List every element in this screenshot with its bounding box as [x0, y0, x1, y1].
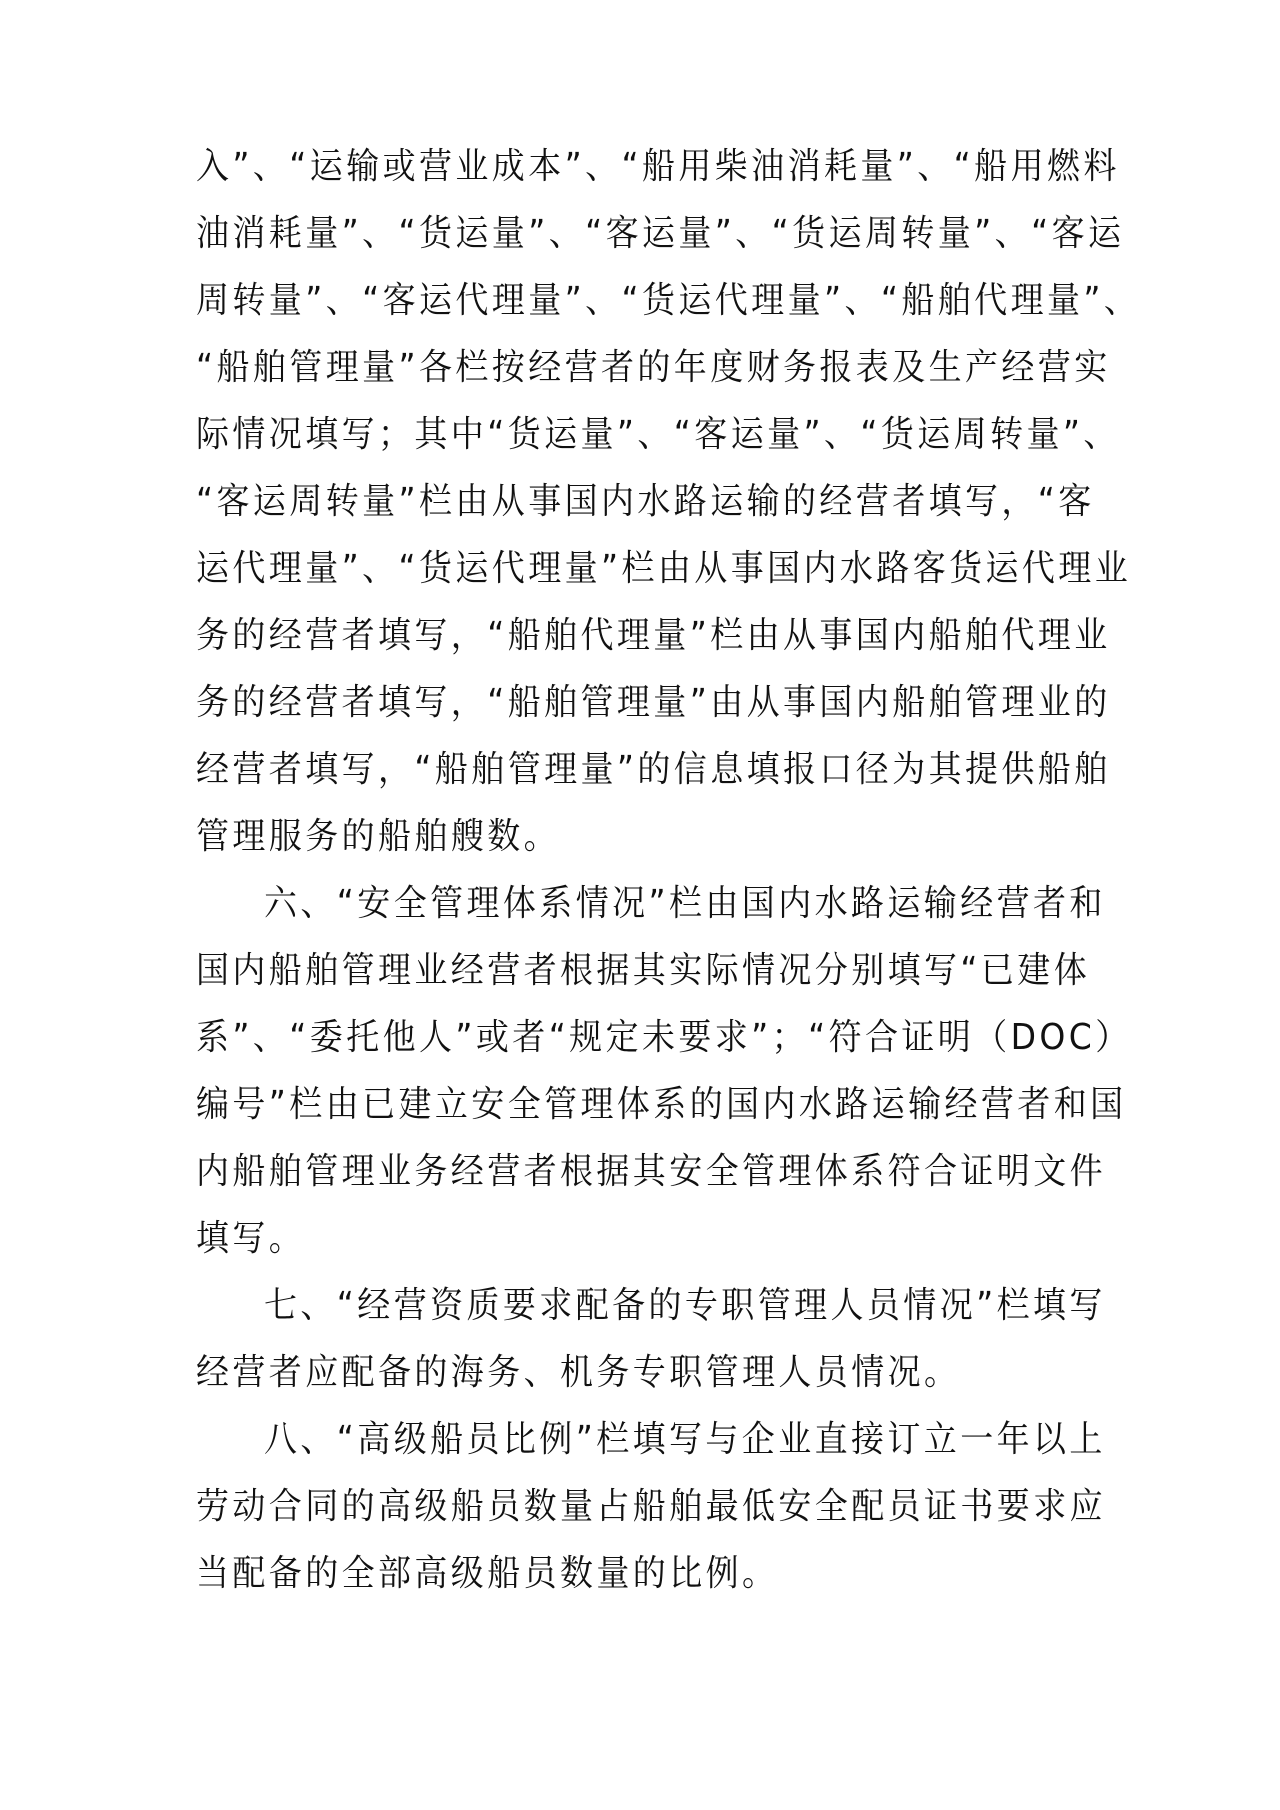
text-line: 编号”栏由已建立安全管理体系的国内水路运输经营者和国 — [196, 1082, 1127, 1125]
text-line: 经营者填写，“船舶管理量”的信息填报口径为其提供船舶 — [196, 747, 1111, 790]
text-line: 务的经营者填写，“船舶代理量”栏由从事国内船舶代理业 — [196, 613, 1111, 656]
paragraph-6 — [196, 869, 1132, 1271]
text-line: 油消耗量”、“货运量”、“客运量”、“货运周转量”、“客运 — [196, 211, 1125, 254]
text-line: 当配备的全部高级船员数量的比例。 — [196, 1551, 779, 1594]
text-line: 际情况填写；其中“货运量”、“客运量”、“货运周转量”、 — [196, 412, 1120, 455]
text-line: 国内船舶管理业经营者根据其实际情况分别填写“已建体 — [196, 948, 1091, 991]
text-line: “船舶管理量”各栏按经营者的年度财务报表及生产经营实 — [196, 345, 1111, 388]
text-line: 经营者应配备的海务、机务专职管理人员情况。 — [196, 1350, 961, 1393]
text-line: 管理服务的船舶艘数。 — [196, 814, 560, 857]
text-line: 入”、“运输或营业成本”、“船用柴油消耗量”、“船用燃料 — [196, 144, 1120, 187]
text-line: 务的经营者填写，“船舶管理量”由从事国内船舶管理业的 — [196, 680, 1111, 723]
text-line: 周转量”、“客运代理量”、“货运代理量”、“船舶代理量”、 — [196, 278, 1141, 321]
paragraph-8 — [196, 1405, 1106, 1606]
text-line: 七、“经营资质要求配备的专职管理人员情况”栏填写 — [264, 1283, 1106, 1326]
text-line: 六、“安全管理体系情况”栏由国内水路运输经营者和 — [264, 881, 1106, 924]
text-line: 八、“高级船员比例”栏填写与企业直接订立一年以上 — [264, 1417, 1106, 1460]
text-line: 运代理量”、“货运代理量”栏由从事国内水路客货运代理业 — [196, 546, 1132, 589]
text-line: 系”、“委托他人”或者“规定未要求”；“符合证明（DOC） — [196, 1015, 1132, 1058]
document-body — [196, 132, 1141, 1606]
text-line: “客运周转量”栏由从事国内水路运输的经营者填写，“客 — [196, 479, 1095, 522]
paragraph-5-continued — [196, 132, 1141, 869]
text-line: 填写。 — [196, 1216, 306, 1259]
text-line: 内船舶管理业务经营者根据其安全管理体系符合证明文件 — [196, 1149, 1106, 1192]
paragraph-7 — [196, 1271, 1106, 1405]
text-line: 劳动合同的高级船员数量占船舶最低安全配员证书要求应 — [196, 1484, 1106, 1527]
